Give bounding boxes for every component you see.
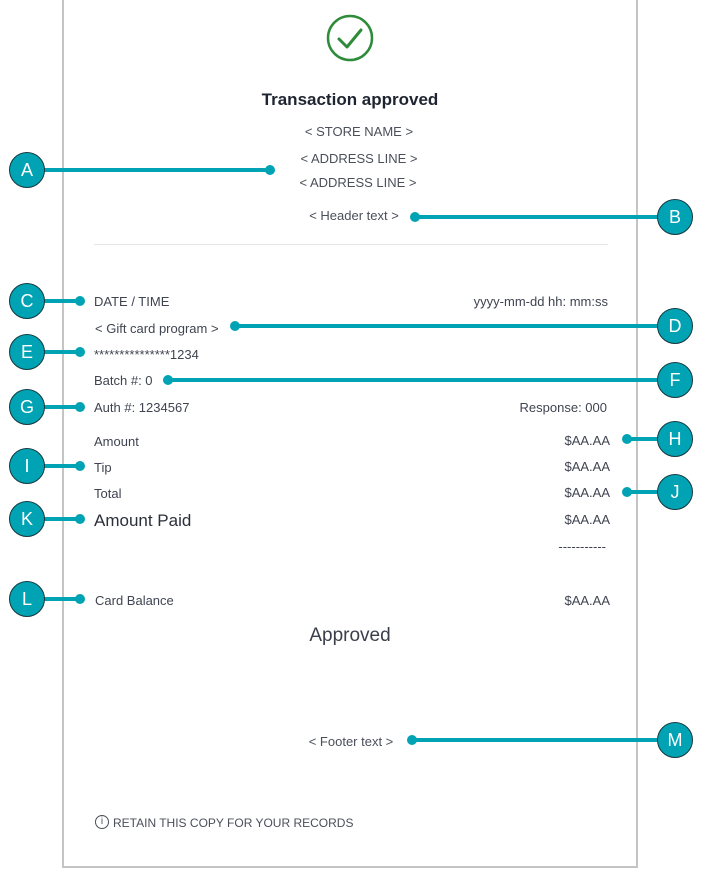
callout-badge-k: K — [9, 501, 45, 537]
callout-dot-d — [230, 321, 240, 331]
date-time-label: DATE / TIME — [94, 294, 170, 309]
address-line-1: < ADDRESS LINE > — [300, 151, 418, 166]
callout-line-a — [27, 168, 270, 172]
callout-dot-a — [265, 165, 275, 175]
callout-badge-m: M — [657, 722, 693, 758]
response-code: Response: 000 — [519, 400, 607, 415]
callout-badge-g: G — [9, 389, 45, 425]
callout-dot-g — [75, 402, 85, 412]
tip-value: $AA.AA — [564, 459, 610, 474]
callout-badge-j: J — [657, 474, 693, 510]
callout-line-b — [415, 215, 675, 219]
callout-dot-e — [75, 347, 85, 357]
callout-dot-m — [407, 735, 417, 745]
store-name: < STORE NAME > — [304, 124, 414, 139]
batch-number: Batch #: 0 — [94, 373, 153, 388]
callout-dot-l — [75, 594, 85, 604]
callout-badge-a: A — [9, 152, 45, 188]
amount-paid-label: Amount Paid — [94, 511, 192, 530]
approved-label: Approved — [309, 625, 391, 646]
callout-badge-i: I — [9, 448, 45, 484]
callout-dot-f — [163, 375, 173, 385]
callout-dot-c — [75, 296, 85, 306]
card-balance-value: $AA.AA — [564, 593, 610, 608]
address-line-2: < ADDRESS LINE > — [299, 175, 417, 190]
receipt-title: Transaction approved — [261, 90, 439, 109]
callout-badge-c: C — [9, 283, 45, 319]
dash-line: ----------- — [558, 539, 606, 554]
tip-label: Tip — [94, 460, 112, 475]
callout-badge-e: E — [9, 334, 45, 370]
total-value: $AA.AA — [564, 485, 610, 500]
callout-badge-h: H — [657, 421, 693, 457]
callout-dot-b — [410, 212, 420, 222]
callout-badge-f: F — [657, 362, 693, 398]
card-balance-label: Card Balance — [95, 593, 174, 608]
callout-line-d — [235, 324, 675, 328]
auth-number: Auth #: 1234567 — [94, 400, 190, 415]
check-circle-icon — [326, 14, 374, 62]
callout-line-f — [168, 378, 675, 382]
amount-label: Amount — [94, 434, 139, 449]
divider — [94, 244, 608, 245]
footer-text: < Footer text > — [308, 734, 394, 749]
callout-badge-d: D — [657, 308, 693, 344]
card-number: ***************1234 — [94, 347, 199, 362]
retain-copy-note: RETAIN THIS COPY FOR YOUR RECORDS — [113, 816, 354, 830]
callout-dot-j — [622, 487, 632, 497]
header-text: < Header text > — [309, 208, 399, 223]
callout-dot-i — [75, 461, 85, 471]
callout-line-m — [412, 738, 675, 742]
total-label: Total — [94, 486, 122, 501]
callout-badge-l: L — [9, 581, 45, 617]
callout-dot-k — [75, 514, 85, 524]
info-icon: i — [95, 815, 109, 829]
callout-dot-h — [622, 434, 632, 444]
amount-paid-value: $AA.AA — [564, 512, 610, 527]
amount-value: $AA.AA — [564, 433, 610, 448]
callout-badge-b: B — [657, 199, 693, 235]
gift-card-program: < Gift card program > — [95, 321, 219, 336]
date-time-value: yyyy-mm-dd hh: mm:ss — [473, 294, 608, 309]
